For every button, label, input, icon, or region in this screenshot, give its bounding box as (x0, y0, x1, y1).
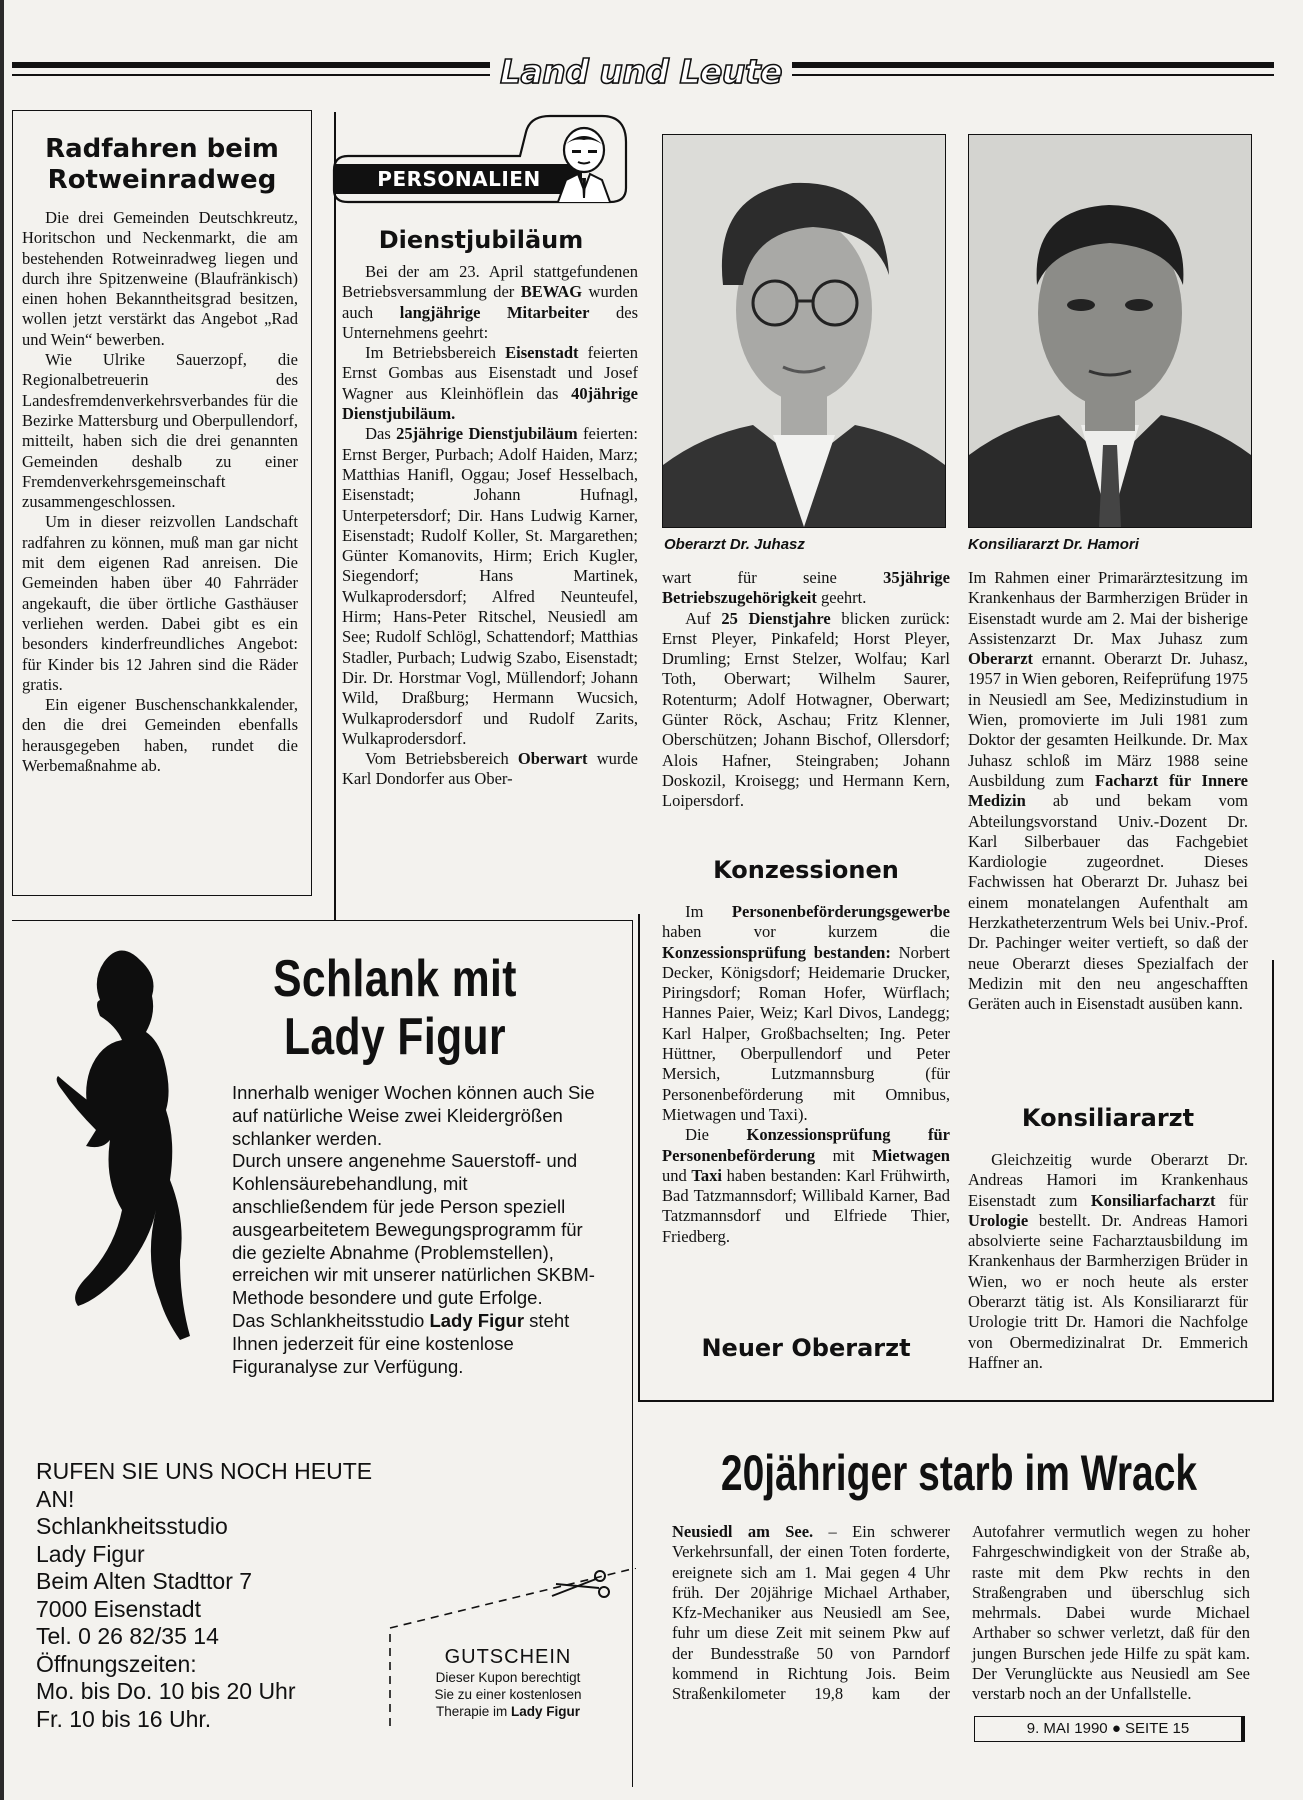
oberarzt-p1-c: ernannt. Oberarzt Dr. Juhasz, 1957 in Wien geboren, Reifeprüfung 1975 in Neusiedl am See, Medizinstudium in Wien, promovierte im Juli 1981 zum Doktor der gesamten Heilkunde. Dr. Max Juhasz schloß im März 1988 seine Ausbildung zum (968, 649, 1248, 790)
konsiliararzt-p1-b1: Konsiliarfacharzt (1090, 1190, 1216, 1210)
coupon[interactable] (398, 1646, 618, 1720)
header-rule-left-thin (12, 74, 490, 76)
coupon-line1: Dieser Kupon berechtigt (435, 1670, 581, 1685)
personalien-p3 (342, 424, 638, 749)
oberarzt-p1 (968, 568, 1248, 1015)
konzessionen-p1-c: haben vor kurzem die (662, 922, 950, 942)
konzessionen-p1-b2: Konzessionsprüfung bestanden: (662, 942, 891, 962)
middle-block-frame-side (638, 914, 640, 1401)
header-rule-left (12, 62, 490, 68)
konzessionen-p2-d: und (662, 1165, 692, 1185)
personalien-p6 (662, 609, 950, 812)
footer-page: SEITE 15 (1125, 1720, 1190, 1737)
footer-page-info (974, 1716, 1245, 1742)
personalien-badge-label: PERSONALIEN (377, 167, 541, 191)
personalien-p2 (342, 343, 638, 424)
personalien-p3-c: feierten: Ernst Berger, Purbach; Adolf Haiden, Marz; Matthias Hanifl, Oggau; Josef Hesselbach, Eisenstadt; Johann Hufnagl, Unterpetersdorf; Dir. Hans Ludwig Karner, Eisenstadt; Rudolf Koller, St. Margarethen; Günter Komanovits, Hirm; Erich Kugler, Siegendorf; Hans Martinek, Wulkaprodersdorf; Alfred Neunteufel, Hirm; Hans-Peter Ritschel, Neusiedl am See; Rudolf Schlögl, Schattendorf; Matthias Stadler, Purbach; Ludwig Szabo, Eisenstadt; Dir. Dr. Horstmar Vogl, Müllendorf; Johann Wild, Draßburg; Hermann Wucsich, Wulkaprodersdorf und Rudolf Zarits, Wulkaprodersdorf. (342, 424, 638, 748)
header-rule-right-thin (792, 74, 1274, 76)
ad-contact-line-3: Beim Alten Stadttor 7 (36, 1568, 253, 1594)
radfahren-title-line1: Radfahren beim (45, 134, 279, 164)
personalien-p2-b2: 40jährige Dienstjubiläum. (342, 383, 638, 424)
personalien-p1 (342, 262, 638, 343)
konzessionen-p2-e: haben bestanden: Karl Frühwirth, Bad Tatzmannsdorf; Willibald Karner, Bad Tatzmannsdorf und Elfriede Thier, Friedberg. (662, 1165, 950, 1246)
konzessionen-p2-b3: Taxi (691, 1165, 722, 1185)
personalien-p1-a: Bei der am 23. April stattgefundenen Betriebsversammlung der (342, 262, 638, 302)
radfahren-p3: Um in dieser reizvollen Landschaft radfahren zu können, muß man gar nicht mit dem eigenen Rad anreisen. Die Gemeinden haben über 40 Fahrräder angekauft, die über örtliche Gasthäuser verliehen werden. Dabei gibt es ein besonders kinderfreundliches Angebot: für Kinder bis 12 Jahren sind die Räder gratis. (22, 512, 298, 694)
photo-hamori (968, 134, 1252, 528)
personalien-p4-a: Vom Betriebsbereich (365, 749, 518, 769)
personalien-p1-d: des Unternehmens geehrt: (342, 302, 639, 342)
ad-contact-line-4: 7000 Eisenstadt (36, 1595, 201, 1622)
ad-title (260, 950, 531, 1066)
ad-contact (36, 1458, 396, 1733)
konsiliararzt-p1-d: bestellt. Dr. Andreas Hamori absolvierte seine Facharztausbildung im Krankenhaus der Barmherzigen Brüder in Wien, wo er noch heute als erster Oberarzt tätig ist. Als Konsiliararzt für Urologie tritt Dr. Hamori die Nachfolge von Obermedizinalrat Dr. Emmerich Haffner an. (968, 1210, 1248, 1372)
ad-contact-line-8: Fr. 10 bis 16 Uhr. (36, 1705, 212, 1732)
coupon-line3a: Therapie im (435, 1704, 511, 1719)
konzessionen-p1-a: Im (685, 902, 732, 921)
wrack-body: – Ein schwerer Verkehrsunfall, der einen Toten forderte, ereignete sich am 1. Mai gegen 4 Uhr früh. Der 20jährige Michael Arthaber, Kfz-Mechaniker aus Neusiedl am See, fuhr um diese Zeit mit seinem Pkw auf der Bundesstraße 50 von Parndorf kommend in Richtung Jois. Beim Straßenkilometer 19,8 kam der Autofahrer vermutlich wegen zu hoher Fahrgeschwindigkeit von der Straße ab, raste mit dem Pkw rechts in den Straßengraben und überschlug sich mehrmals. Dabei wurde Michael Arthaber so schwer verletzt, daß für den jungen Burschen jede Hilfe zu spät kam. Der Verunglückte aus Neusiedl am See verstarb noch an der Unfallstelle. (672, 1522, 1250, 1704)
radfahren-article (22, 208, 298, 776)
wrack-title: 20jähriger starb im Wrack (720, 1445, 1198, 1501)
footer-separator: ● (1111, 1720, 1121, 1737)
oberarzt-title: Neuer Oberarzt (701, 1334, 911, 1362)
ad-title-line2: Lady Figur (283, 1008, 507, 1066)
konsiliararzt-p1-c: für (1215, 1190, 1248, 1210)
caption-juhasz: Oberarzt Dr. Juhasz (664, 536, 805, 553)
coupon-line3b: Lady Figur (511, 1704, 581, 1719)
konzessionen-p2-c: mit (815, 1145, 873, 1165)
konsiliararzt-p1 (968, 1150, 1248, 1373)
coupon-line2: Sie zu einer kostenlosen (434, 1687, 582, 1702)
coupon-title: GUTSCHEIN (444, 1646, 572, 1668)
ad-body-3a: Das Schlankheitsstudio (232, 1309, 430, 1331)
scissors-icon (546, 1566, 616, 1606)
konsiliararzt-title: Konsiliararzt (1021, 1104, 1195, 1132)
page-binding-edge (0, 0, 4, 1800)
radfahren-title (14, 134, 310, 196)
oberarzt-p1-b1: Oberarzt (968, 649, 1034, 669)
oberarzt-p1-b2: Facharzt für Innere Medizin (968, 770, 1248, 811)
personalien-p6-a: Auf (685, 608, 722, 628)
ad-body-3b: Lady Figur (429, 1309, 525, 1331)
radfahren-p4: Ein eigener Buschenschankkalender, den die drei Gemeinden ebenfalls herausgegeben haben, rundet die Werbemaßnahme ab. (22, 695, 298, 776)
personalien-p2-c: feierten Ernst Gombas aus Eisenstadt und Josef Wagner aus Kleinhöflein das (342, 343, 638, 403)
konzessionen-p1-d: Norbert Decker, Königsdorf; Heidemarie Drucker, Piringsdorf; Roman Hofer, Würflach; Hannes Paier, Weiz; Karl Divos, Landegg; Karl Halper, Großbachselten; Ing. Peter Hüttner, Oberpullendorf und Peter Mersich, Lutzmannsburg (für Personenbeförderung mit Omnibus, Mietwagen und Taxi). (662, 942, 950, 1124)
konzessionen-p2-b2: Mietwagen (872, 1145, 950, 1165)
footer-date: 9. MAI 1990 (1026, 1720, 1108, 1737)
woman-silhouette-icon (40, 940, 220, 1360)
konzessionen-p1-b1: Personenbeförderungsgewerbe (731, 902, 950, 921)
portrait-juhasz (663, 135, 945, 527)
wrack-lead: Neusiedl am See. (672, 1522, 814, 1541)
dienstjubilaeum-continuation (662, 568, 950, 812)
personalien-p1-b1: BEWAG (520, 282, 583, 302)
personalien-p5-b: 35jährige Betriebszugehörigkeit (662, 568, 950, 608)
person-icon (552, 120, 622, 202)
ad-body (232, 1082, 608, 1378)
personalien-p5 (662, 568, 950, 609)
middle-block-frame (638, 1400, 960, 1402)
header-rule-right (792, 62, 1274, 68)
photo-juhasz (662, 134, 946, 528)
right-block-frame-side (1272, 960, 1274, 1401)
personalien-p3-a: Das (365, 424, 397, 444)
personalien-p2-a: Im Betriebsbereich (365, 343, 506, 363)
konzessionen-article (662, 902, 950, 1247)
coupon-line3 (398, 1703, 618, 1720)
personalien-p2-b1: Eisenstadt (505, 343, 579, 363)
personalien-p5-a: wart für seine (662, 568, 884, 587)
konsiliararzt-article (968, 1150, 1248, 1373)
wrack-p1 (672, 1522, 1250, 1705)
ad-contact-line-6: Öffnungszeiten: (36, 1650, 197, 1677)
radfahren-p1: Die drei Gemeinden Deutschkreutz, Horitschon und Neckenmarkt, die am bestehenden Rotweinradweg liegen und durch ihre Spitzenweine (Blaufränkisch) einen hohen Bekanntheitsgrad besitzen, wollen jetzt verstärkt das Angebot „Rad und Wein“ bewerben. (22, 208, 298, 349)
ad-contact-line-2: Lady Figur (36, 1540, 145, 1567)
ad-body-3 (232, 1310, 608, 1378)
section-title: Land und Leute (499, 52, 783, 91)
personalien-badge (330, 112, 630, 204)
personalien-p1-c: wurden auch (342, 282, 639, 322)
personalien-p5-c: geehrt. (816, 588, 867, 608)
personalien-p6-b: 25 Dienstjahre (721, 608, 831, 628)
konzessionen-p1 (662, 902, 950, 1125)
ad-contact-line-1: Schlankheitsstudio (36, 1513, 228, 1539)
personalien-p4-c: wurde Karl Dondorfer aus Ober- (342, 749, 638, 789)
radfahren-p2: Wie Ulrike Sauerzopf, die Regionalbetreuerin des Landesfremdenverkehrsverbandes für die Bezirke Mattersburg und Oberpullendorf, mitteilt, haben sich die drei genannten Gemeinden deshalb zu einer Fremdenverkehrsgemeinschaft zusammengeschlossen. (22, 350, 298, 512)
oberarzt-p1-d: ab und bekam vom Abteilungsvorstand Univ.-Dozent Dr. Karl Silberbauer das Fachgebiet Kardiologie zugeordnet. Dieses Fachwissen hat Oberarzt Dr. Juhasz bei einem monatelangen Aufenthalt am Herzkatheterzentrum Wels bei Univ.-Prof. Dr. Pachinger weiter vertieft, so daß der neue Oberarzt dieses Spezialfach der Medizin mit den neu angeschafften Geräten auch in Eisenstadt ausüben kann. (968, 791, 1248, 1014)
personalien-p6-c: blicken zurück: Ernst Pleyer, Pinkafeld; Horst Pleyer, Drumling; Ernst Stelzer, Wolfau; Karl Toth, Oberwart; Wilhelm Saurer, Rotenturm; Adolf Hotwagner, Oberwart; Günter Röck, Aschau; Fritz Klenner, Oberschützen; Johann Bischof, Ollersdorf; Alois Hafner, Steingraben; Johann Doskozil, Kroisegg; und Hermann Kern, Loipersdorf. (662, 608, 950, 811)
ad-contact-line-7: Mo. bis Do. 10 bis 20 Uhr (36, 1678, 296, 1704)
konzessionen-p2 (662, 1125, 950, 1247)
radfahren-title-line2: Rotweinradweg (47, 165, 277, 195)
ad-body-2: Durch unsere angenehme Sauerstoff- und Kohlensäurebehandlung, mit anschließendem für jede Person speziell ausgearbeitetem Bewegungsprogramm für die gezielte Abnahme (Problemstellen), erreichen wir mit unserer natürlichen SKBM-Methode besondere und gute Erfolge. (232, 1150, 595, 1309)
konzessionen-p2-b1: Konzessionsprüfung für Personenbeförderung (662, 1125, 950, 1165)
portrait-hamori (969, 135, 1251, 527)
personalien-p4 (342, 749, 638, 790)
konzessionen-p2-a: Die (685, 1125, 747, 1145)
personalien-article (342, 262, 638, 790)
ad-title-line1: Schlank mit (273, 950, 517, 1008)
ad-body-1: Innerhalb weniger Wochen können auch Sie auf natürliche Weise zwei Kleidergrößen schlanker werden. (232, 1082, 595, 1149)
personalien-title: Dienstjubiläum (378, 226, 584, 254)
ad-contact-line-0: RUFEN SIE UNS NOCH HEUTE AN! (36, 1458, 373, 1512)
right-block-frame (958, 1400, 1274, 1402)
personalien-p3-b: 25jährige Dienstjubiläum (396, 424, 578, 444)
oberarzt-p1-a: Im Rahmen einer Primarärztesitzung im Krankenhaus der Barmherzigen Brüder in Eisenstadt wurde am 2. Mai der bisherige Assistenzarzt Dr. Max Juhasz zum (968, 568, 1248, 648)
personalien-p4-b: Oberwart (517, 749, 588, 769)
konzessionen-title: Konzessionen (713, 856, 899, 884)
personalien-frame-left (334, 112, 336, 920)
oberarzt-article (968, 568, 1248, 1015)
konsiliararzt-p1-a: Gleichzeitig wurde Oberarzt Dr. Andreas Hamori im Krankenhaus Eisenstadt zum (968, 1150, 1248, 1210)
ad-contact-line-5: Tel. 0 26 82/35 14 (36, 1623, 219, 1649)
konsiliararzt-p1-b2: Urologie (968, 1210, 1029, 1230)
personalien-p1-b2: langjährige Mitarbeiter (399, 302, 590, 322)
ad-body-3c: steht Ihnen jederzeit für eine kostenlose Figuranalyse zur Verfügung. (232, 1309, 570, 1377)
caption-hamori: Konsiliararzt Dr. Hamori (968, 536, 1139, 553)
